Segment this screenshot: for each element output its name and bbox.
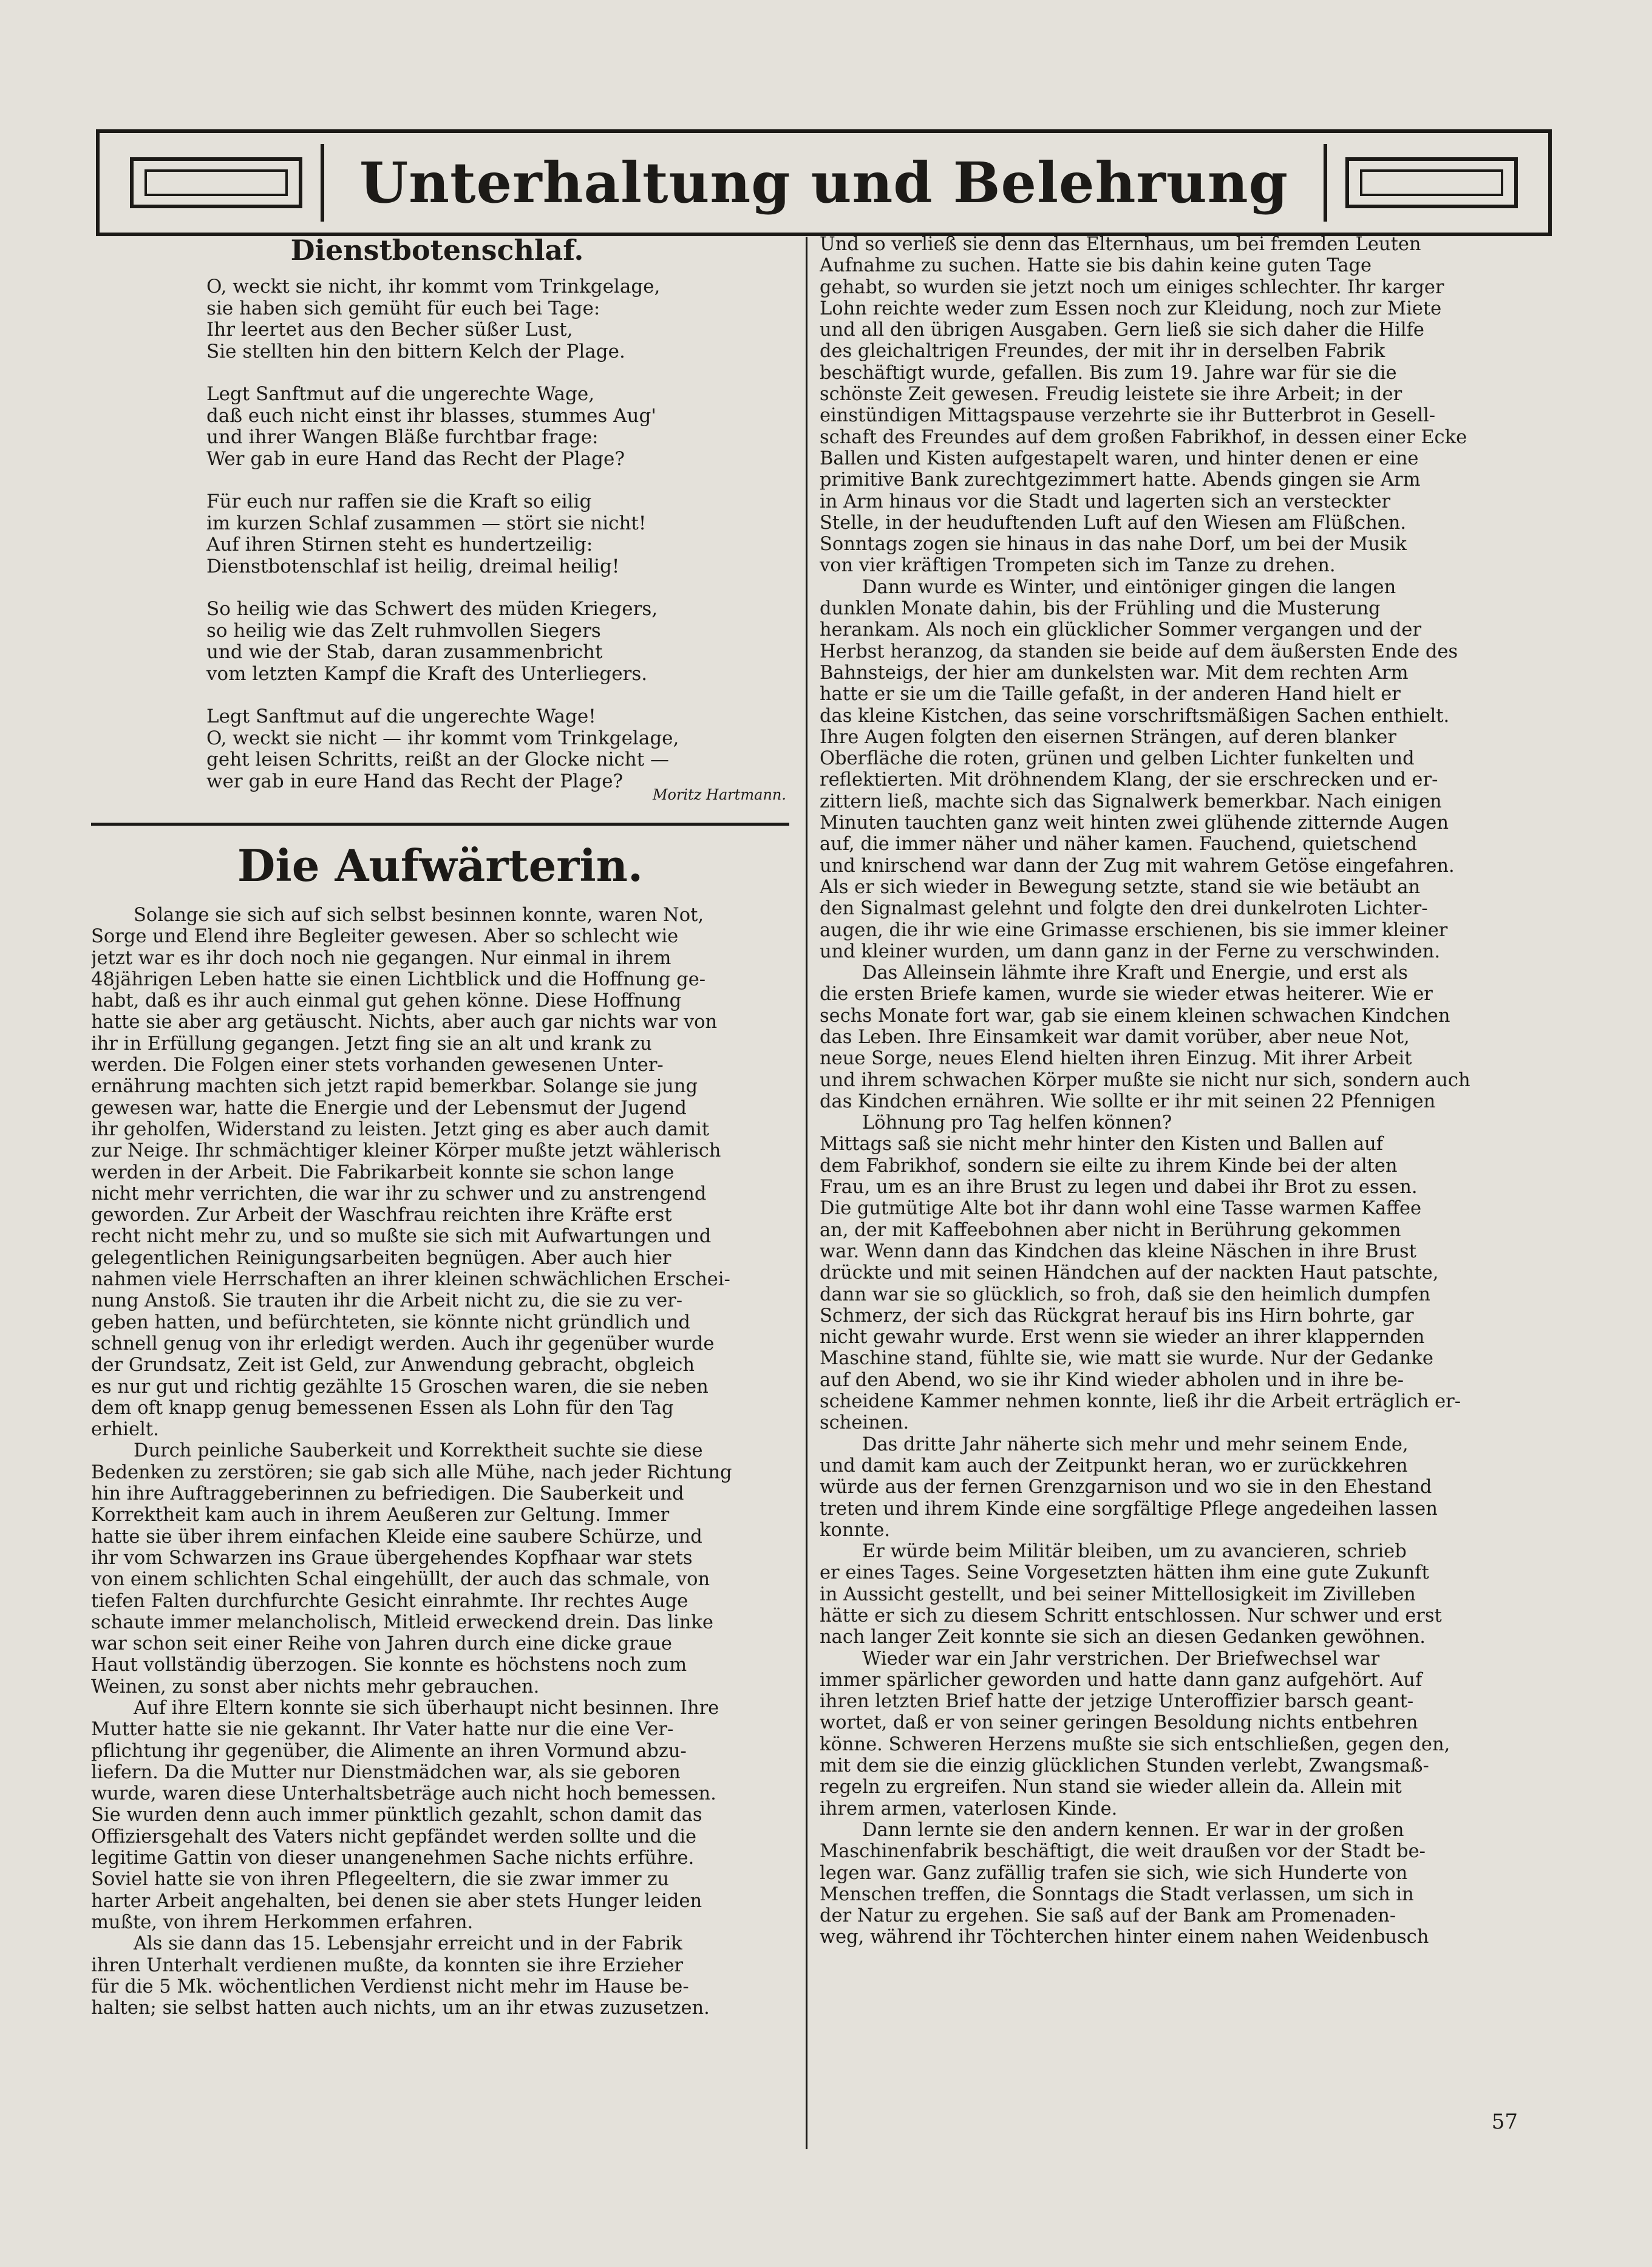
- text-line: primitive Bank zurechtgezimmert hatte. Abends gingen sie Arm: [820, 469, 1421, 491]
- poem-line: Auf ihren Stirnen steht es hundertzeilig:: [206, 534, 593, 556]
- text-line: Die gutmütige Alte bot ihr dann wohl eine Tasse warmen Kaffee: [820, 1198, 1422, 1220]
- text-line: dem Fabrikhof, sondern sie eilte zu ihrem Kinde bei der alten: [820, 1155, 1398, 1177]
- text-line: nicht mehr verrichten, die war ihr zu schwer und zu anstrengend: [91, 1183, 707, 1205]
- text-line: nach langer Zeit konnte sie sich an diesen Gedanken gewöhnen.: [820, 1626, 1426, 1648]
- text-line: Auf ihre Eltern konnte sie sich überhaupt nicht besinnen. Ihre: [134, 1697, 719, 1719]
- poem-line: so heilig wie das Zelt ruhmvollen Siegers: [206, 619, 601, 642]
- text-line: würde aus der fernen Grenzgarnison und wo sie in den Ehestand: [820, 1477, 1432, 1498]
- text-line: werden in der Arbeit. Die Fabrikarbeit konnte sie schon lange: [91, 1161, 675, 1183]
- text-line: des gleichaltrigen Freundes, der mit ihr in derselben Fabrik: [820, 341, 1385, 362]
- text-line: ihr in Erfüllung gegangen. Jetzt fing sie an alt und krank zu: [91, 1033, 652, 1055]
- text-line: für die 5 Mk. wöchentlichen Verdienst nicht mehr im Hause be-: [91, 1976, 689, 1997]
- poem-line: Dienstbotenschlaf ist heilig, dreimal heilig!: [206, 555, 620, 577]
- text-line: Sonntags zogen sie hinaus in das nahe Dorf, um bei der Musik: [820, 534, 1407, 556]
- text-line: gewesen war, hatte die Energie und der Lebensmut der Jugend: [91, 1097, 687, 1119]
- text-line: Oberfläche die roten, grünen und gelben Lichter funkelten und: [820, 748, 1415, 770]
- text-line: Wieder war ein Jahr verstrichen. Der Briefwechsel war: [862, 1648, 1380, 1670]
- text-line: harter Arbeit angehalten, bei denen sie aber stets Hunger leiden: [91, 1890, 702, 1912]
- text-line: Als er sich wieder in Bewegung setzte, stand sie wie betäubt an: [820, 876, 1421, 898]
- text-line: ihren letzten Brief hatte der jetzige Unteroffizier barsch geant-: [820, 1691, 1414, 1713]
- text-line: auf den Abend, wo sie ihr Kind wieder abholen und in ihre be-: [820, 1369, 1404, 1391]
- text-line: habt, daß es ihr auch einmal gut gehen könne. Diese Hoffnung: [91, 990, 682, 1012]
- text-line: es nur gut und richtig gezählte 15 Groschen waren, die sie neben: [91, 1376, 709, 1398]
- page-number: 57: [1491, 2110, 1518, 2134]
- text-line: der Natur zu ergehen. Sie saß auf der Bank am Promenaden-: [820, 1905, 1396, 1927]
- text-line: tiefen Falten durchfurchte Gesicht einrahmte. Ihr rechtes Auge: [91, 1590, 688, 1612]
- text-line: Weinen, zu sonst aber nichts mehr gebrauchen.: [91, 1676, 540, 1698]
- poem-line: daß euch nicht einst ihr blasses, stummes Aug': [206, 404, 656, 427]
- text-line: hatte sie aber arg getäuscht. Nichts, aber auch gar nichts war von: [91, 1011, 718, 1033]
- text-line: ihren Unterhalt verdienen mußte, da konnten sie ihre Erzieher: [91, 1954, 684, 1976]
- text-line: pflichtung ihr gegenüber, die Alimente an ihren Vormund abzu-: [91, 1740, 687, 1762]
- text-line: gelegentlichen Reinigungsarbeiten begnügen. Aber auch hier: [91, 1247, 671, 1269]
- text-line: Maschine stand, fühlte sie, wie matt sie wurde. Nur der Gedanke: [820, 1348, 1433, 1370]
- text-line: wortet, daß er von seiner geringen Besoldung nichts entbehren: [820, 1712, 1418, 1734]
- text-line: das Leben. Ihre Einsamkeit war damit vorüber, aber neue Not,: [820, 1026, 1410, 1048]
- poem-stanza: [206, 706, 801, 792]
- text-line: und ihrem schwachen Körper mußte sie nicht nur sich, sondern auch: [820, 1069, 1470, 1091]
- poem-line: Wer gab in eure Hand das Recht der Plage?: [206, 447, 625, 470]
- poem-line: und wie der Stab, daran zusammenbricht: [206, 641, 603, 663]
- poem-stanza: [206, 276, 801, 362]
- text-line: Menschen treffen, die Sonntags die Stadt verlassen, um sich in: [820, 1883, 1414, 1905]
- text-line: konnte.: [820, 1519, 891, 1541]
- text-line: nicht gewahr wurde. Erst wenn sie wieder an ihrer klappernden: [820, 1327, 1425, 1348]
- text-line: recht nicht mehr zu, und so mußte sie sich mit Aufwartungen und: [91, 1226, 712, 1248]
- text-line: war. Wenn dann das Kindchen das kleine Näschen in ihre Brust: [820, 1240, 1416, 1262]
- banner-ornament-right: [1324, 144, 1536, 222]
- text-line: den Signalmast gelehnt und folgte den drei dunkelroten Lichter-: [820, 898, 1428, 920]
- text-line: war schon seit einer Reihe von Jahren durch eine dicke graue: [91, 1633, 672, 1655]
- text-line: Mittags saß sie nicht mehr hinter den Kisten und Ballen auf: [820, 1134, 1384, 1155]
- text-line: gehabt, so wurden sie jetzt noch um einiges schlechter. Ihr karger: [820, 276, 1444, 298]
- text-line: legen war. Ganz zufällig trafen sie sich, wie sich Hunderte von: [820, 1862, 1408, 1884]
- text-line: das Kindchen ernähren. Wie sollte er ihr mit seinen 22 Pfennigen: [820, 1090, 1436, 1112]
- text-line: wurde, waren diese Unterhaltsbeträge auch nicht hoch bemessen.: [91, 1783, 716, 1805]
- text-line: dem oft knapp genug bemessenen Essen als Lohn für den Tag: [91, 1397, 674, 1419]
- poem-line: vom letzten Kampf die Kraft des Unterliegers.: [206, 662, 648, 685]
- text-line: schnell genug von ihr erledigt werden. Auch ihr gegenüber wurde: [91, 1333, 715, 1354]
- text-line: Bahnsteigs, der hier am dunkelsten war. Mit dem rechten Arm: [820, 662, 1409, 684]
- text-line: dann war sie so glücklich, so froh, daß sie den heimlich dumpfen: [820, 1283, 1430, 1305]
- section-banner: [96, 129, 1552, 236]
- section-rule: [91, 823, 789, 826]
- text-line: hätte er sich zu diesem Schritt entschlossen. Nur schwer und erst: [820, 1605, 1442, 1626]
- text-line: Dann lernte sie den andern kennen. Er war in der großen: [862, 1819, 1404, 1841]
- text-line: regeln zu ergreifen. Nun stand sie wieder allein da. Allein mit: [820, 1776, 1402, 1798]
- text-line: scheidene Kammer nehmen konnte, ließ ihr die Arbeit erträglich er-: [820, 1391, 1461, 1413]
- text-line: sechs Monate fort war, gab sie einem kleinen schwachen Kindchen: [820, 1005, 1450, 1027]
- text-line: und kleiner wurden, um dann ganz in der Ferne zu verschwinden.: [820, 940, 1441, 962]
- section-title: Unterhaltung und Belehrung: [359, 150, 1289, 216]
- text-line: ernährung machten sich jetzt rapid bemerkbar. Solange sie jung: [91, 1076, 698, 1098]
- text-line: auf, die immer näher und näher kamen. Fauchend, quietschend: [820, 834, 1418, 855]
- text-line: ihr vom Schwarzen ins Graue übergehendes Kopfhaar war stets: [91, 1547, 693, 1569]
- text-line: zur Neige. Ihr schmächtiger kleiner Körper mußte jetzt wählerisch: [91, 1140, 721, 1162]
- text-line: halten; sie selbst hatten auch nichts, um an ihr etwas zuzusetzen.: [91, 1997, 710, 2019]
- text-line: geben hatten, und befürchteten, sie könnte nicht gründlich und: [91, 1311, 690, 1333]
- text-line: Offiziersgehalt des Vaters nicht gepfändet werden sollte und die: [91, 1826, 697, 1847]
- text-line: drückte und mit seinen Händchen auf der nackten Haut patschte,: [820, 1262, 1439, 1284]
- text-line: nung Anstoß. Sie trauten ihr die Arbeit nicht zu, die sie zu ver-: [91, 1290, 683, 1312]
- poem-stanza: [206, 491, 801, 577]
- text-line: zittern ließ, machte sich das Signalwerk bemerkbar. Nach einigen: [820, 790, 1442, 812]
- text-line: Er würde beim Militär bleiben, um zu avancieren, schrieb: [862, 1541, 1407, 1563]
- poem-line: O, weckt sie nicht, ihr kommt vom Trinkgelage,: [206, 276, 661, 297]
- poem-line: Legt Sanftmut auf die ungerechte Wage,: [206, 383, 595, 405]
- text-line: augen, die ihr wie eine Grimasse erschienen, bis sie immer kleiner: [820, 919, 1448, 941]
- text-line: Korrektheit kam auch in ihrem Aeußeren zur Geltung. Immer: [91, 1504, 670, 1526]
- text-line: Maschinenfabrik beschäftigt, die weit draußen vor der Stadt be-: [820, 1841, 1426, 1863]
- text-line: ihr geholfen, Widerstand zu leisten. Jetzt ging es aber auch damit: [91, 1118, 710, 1140]
- text-line: Stelle, in der heuduftenden Luft auf den Wiesen am Flüßchen.: [820, 512, 1407, 534]
- text-line: der Grundsatz, Zeit ist Geld, zur Anwendung gebracht, obgleich: [91, 1354, 695, 1376]
- text-line: immer spärlicher geworden und hatte dann ganz aufgehört. Auf: [820, 1669, 1423, 1691]
- poem-line: So heilig wie das Schwert des müden Kriegers,: [206, 598, 658, 620]
- text-line: Soviel hatte sie von ihren Pflegeeltern, die sie zwar immer zu: [91, 1869, 669, 1891]
- text-line: weg, während ihr Töchterchen hinter einem nahen Weidenbusch: [820, 1926, 1429, 1948]
- poem-line: Für euch nur raffen sie die Kraft so eilig: [206, 491, 592, 512]
- text-line: das kleine Kistchen, das seine vorschriftsmäßigen Sachen enthielt.: [820, 705, 1450, 727]
- text-line: herankam. Als noch ein glücklicher Sommer vergangen und der: [820, 619, 1422, 641]
- poem-line: Legt Sanftmut auf die ungerechte Wage!: [206, 705, 596, 727]
- poem-line: O, weckt sie nicht — ihr kommt vom Trinkgelage,: [206, 727, 679, 749]
- text-line: neue Sorge, neues Elend hielten ihren Einzug. Mit ihrer Arbeit: [820, 1048, 1412, 1070]
- text-line: in Arm hinaus vor die Stadt und lagerten sich an versteckter: [820, 491, 1391, 512]
- poem-stanza: [206, 599, 801, 685]
- text-line: die ersten Briefe kamen, wurde sie wieder etwas heiterer. Wie er: [820, 984, 1433, 1005]
- poem-author: Moritz Hartmann.: [652, 786, 786, 803]
- text-line: Aufnahme zu suchen. Hatte sie bis dahin keine guten Tage: [820, 255, 1372, 277]
- poem-line: Sie stellten hin den bittern Kelch der Plage.: [206, 340, 625, 362]
- text-line: werden. Die Folgen einer stets vorhanden gewesenen Unter-: [91, 1055, 664, 1076]
- text-line: Dann wurde es Winter, und eintöniger gingen die langen: [862, 576, 1396, 598]
- text-line: Schmerz, der sich das Rückgrat herauf bis ins Hirn bohrte, gar: [820, 1305, 1414, 1327]
- poem-line: im kurzen Schlaf zusammen — stört sie nicht!: [206, 512, 647, 534]
- poem-line: wer gab in eure Hand das Recht der Plage?: [206, 770, 624, 792]
- text-line: ihrem armen, vaterlosen Kinde.: [820, 1798, 1118, 1820]
- text-line: geworden. Zur Arbeit der Waschfrau reichten ihre Kräfte erst: [91, 1205, 672, 1226]
- text-line: schaute immer melancholisch, Mitleid erweckend drein. Das linke: [91, 1611, 713, 1633]
- banner-ornament-left: [112, 144, 324, 222]
- poem-title: Dienstbotenschlaf.: [290, 234, 584, 267]
- poem-line: und ihrer Wangen Bläße furchtbar frage:: [206, 426, 599, 448]
- text-line: legitime Gattin von dieser unangenehmen Sache nichts erführe.: [91, 1847, 695, 1869]
- text-line: hin ihre Auftraggeberinnen zu befriedigen. Die Sauberkeit und: [91, 1483, 684, 1505]
- text-line: Und so verließ sie denn das Elternhaus, um bei fremden Leuten: [820, 234, 1421, 255]
- poem-body: [206, 276, 801, 814]
- text-line: Solange sie sich auf sich selbst besinnen konnte, waren Not,: [134, 905, 704, 926]
- text-line: Ihre Augen folgten den eisernen Strängen, auf deren blanker: [820, 726, 1396, 748]
- story-column-right: [820, 234, 1518, 1948]
- text-line: Das Alleinsein lähmte ihre Kraft und Energie, und erst als: [862, 962, 1408, 984]
- text-line: in Aussicht gestellt, und bei seiner Mittellosigkeit im Zivilleben: [820, 1583, 1416, 1605]
- text-line: Haut vollständig überzogen. Sie konnte es höchstens noch zum: [91, 1654, 687, 1676]
- text-line: schönste Zeit gewesen. Freudig leistete sie ihre Arbeit; in der: [820, 384, 1402, 406]
- text-line: Das dritte Jahr näherte sich mehr und mehr seinem Ende,: [862, 1433, 1409, 1455]
- text-line: und damit kam auch der Zeitpunkt heran, wo er zurückkehren: [820, 1455, 1408, 1477]
- text-line: Als sie dann das 15. Lebensjahr erreicht und in der Fabrik: [134, 1933, 682, 1955]
- story-column-left: [91, 905, 789, 2019]
- text-line: Sorge und Elend ihre Begleiter gewesen. Aber so schlecht wie: [91, 926, 679, 948]
- text-line: 48jährigen Leben hatte sie einen Lichtblick und die Hoffnung ge-: [91, 968, 706, 990]
- text-line: hatte sie über ihrem einfachen Kleide eine saubere Schürze, und: [91, 1526, 702, 1548]
- text-line: erhielt.: [91, 1419, 159, 1441]
- text-line: Sie wurden denn auch immer pünktlich gezahlt, schon damit das: [91, 1804, 702, 1826]
- text-line: beschäftigt wurde, gefallen. Bis zum 19. Jahre war für sie die: [820, 362, 1397, 384]
- text-line: mit dem sie die einzig glücklichen Stunden verlebt, Zwangsmaß-: [820, 1755, 1429, 1777]
- text-line: Löhnung pro Tag helfen können?: [862, 1112, 1172, 1134]
- text-line: Frau, um es an ihre Brust zu legen und dabei ihr Brot zu essen.: [820, 1177, 1418, 1198]
- text-line: scheinen.: [820, 1412, 909, 1434]
- text-line: liefern. Da die Mutter nur Dienstmädchen war, als sie geboren: [91, 1761, 681, 1783]
- text-line: schaft des Freundes auf dem großen Fabrikhof, in dessen einer Ecke: [820, 426, 1467, 448]
- text-line: an, der mit Kaffeebohnen aber nicht in Berührung gekommen: [820, 1219, 1401, 1241]
- text-line: reflektierten. Mit dröhnendem Klang, der sie erschrecken und er-: [820, 769, 1438, 791]
- poem-line: sie haben sich gemüht für euch bei Tage:: [206, 297, 600, 319]
- text-line: Lohn reichte weder zum Essen noch zur Kleidung, noch zur Miete: [820, 297, 1442, 319]
- text-line: hatte er sie um die Taille gefaßt, in der anderen Hand hielt er: [820, 684, 1401, 705]
- poem-line: geht leisen Schritts, reißt an der Glocke nicht —: [206, 749, 670, 770]
- text-line: Minuten tauchten ganz weit hinten zwei glühende zitternde Augen: [820, 812, 1449, 834]
- text-line: von vier kräftigen Trompeten sich im Tanze zu drehen.: [820, 555, 1336, 577]
- poem-line: Ihr leertet aus den Becher süßer Lust,: [206, 319, 573, 341]
- column-divider: [806, 237, 807, 2149]
- poem-stanza: [206, 384, 801, 470]
- text-line: Durch peinliche Sauberkeit und Korrektheit suchte sie diese: [134, 1440, 703, 1462]
- text-line: könne. Schweren Herzens mußte sie sich entschließen, gegen den,: [820, 1733, 1450, 1755]
- text-line: nahmen viele Herrschaften an ihrer kleinen schwächlichen Erschei-: [91, 1269, 730, 1291]
- story-title: Die Aufwärterin.: [237, 840, 644, 891]
- text-line: einstündigen Mittagspause verzehrte sie ihr Butterbrot in Gesell-: [820, 405, 1436, 427]
- text-line: und knirschend war dann der Zug mit wahrem Getöse eingefahren.: [820, 855, 1455, 877]
- text-line: von einem schlichten Schal eingehüllt, der auch das schmale, von: [91, 1569, 710, 1591]
- text-line: treten und ihrem Kinde eine sorgfältige Pflege angedeihen lassen: [820, 1498, 1438, 1520]
- text-line: mußte, von ihrem Herkommen erfahren.: [91, 1911, 474, 1933]
- text-line: Mutter hatte sie nie gekannt. Ihr Vater hatte nur die eine Ver-: [91, 1719, 674, 1741]
- text-line: und all den übrigen Ausgaben. Gern ließ sie sich daher die Hilfe: [820, 319, 1424, 341]
- text-line: Bedenken zu zerstören; sie gab sich alle Mühe, nach jeder Richtung: [91, 1461, 732, 1483]
- text-line: Ballen und Kisten aufgestapelt waren, und hinter denen er eine: [820, 447, 1419, 469]
- text-line: dunklen Monate dahin, bis der Frühling und die Musterung: [820, 598, 1381, 620]
- text-line: er eines Tages. Seine Vorgesetzten hätten ihm eine gute Zukunft: [820, 1562, 1429, 1584]
- text-line: Herbst heranzog, da standen sie beide auf dem äußersten Ende des: [820, 641, 1458, 662]
- text-line: jetzt war es ihr doch noch nie gegangen. Nur einmal in ihrem: [91, 947, 671, 969]
